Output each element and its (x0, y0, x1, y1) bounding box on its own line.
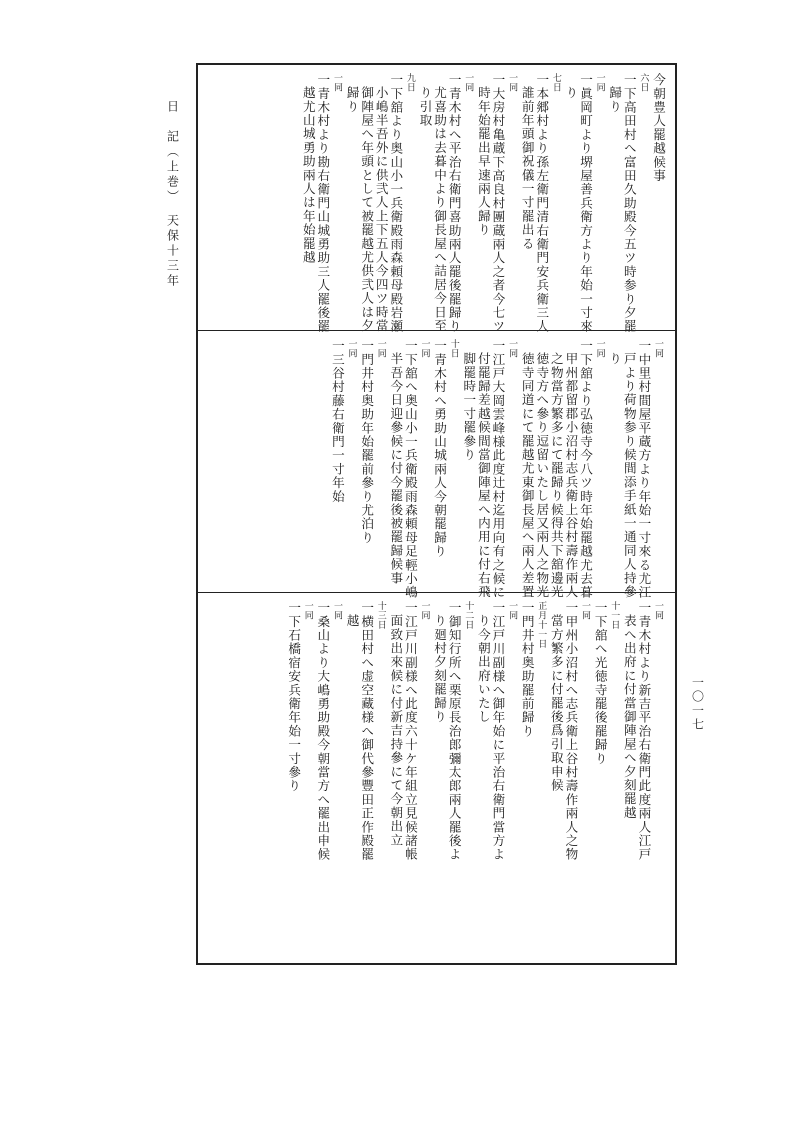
date-marker-text: 一同 (331, 601, 342, 620)
column-text: 一下舘より奥山小一兵衛殿雨森頼母殿岩瀬 (388, 73, 404, 334)
column-text: 時年始罷出早速兩人歸り (475, 86, 491, 237)
date-marker-text: 十二日 (463, 601, 474, 630)
column-text: 小嶋半吾外に供弐人上下五人今四ツ時當 (373, 86, 389, 333)
column-text: 半吾今日迎參候に付今罷後被罷歸候事 (388, 352, 404, 585)
column-text: 一門井村奥助年始罷前參り尤泊り (359, 339, 375, 545)
date-marker-text: 一同 (507, 601, 518, 620)
column-text: 一青木村より勘右衛門山城勇助三人罷後罷 (315, 73, 331, 334)
date-marker (548, 73, 563, 92)
date-marker-text: 一同 (507, 73, 518, 92)
date-marker (592, 73, 607, 92)
text-column (286, 601, 301, 793)
date-marker (417, 339, 432, 358)
date-marker-text: 一同 (594, 73, 605, 92)
text-column (519, 601, 534, 738)
date-marker (402, 73, 417, 92)
column-text: 誰前年頭御祝儀一寸罷出る (519, 86, 535, 251)
date-marker-text: 一同 (594, 339, 605, 358)
text-column (636, 601, 651, 861)
column-text: 一青木村へ勇助山城兩人今朝罷歸り (432, 339, 448, 559)
column-text: 戸より荷物参り候間添手紙一通同人持參 (621, 352, 637, 599)
text-column (636, 339, 651, 599)
column-text: 一中里村間屋平蔵方より年始一寸來る尤江 (636, 339, 652, 600)
date-marker (329, 601, 344, 620)
text-column (475, 601, 490, 724)
column-text: 一青木村より新吉平治右衛門此度兩人江戸 (636, 601, 652, 862)
date-marker (607, 601, 622, 630)
text-column (359, 73, 374, 333)
column-text: 越 (344, 614, 360, 628)
column-text: 一江戸川副様へ御年始に平治右衛門當方よ (490, 601, 506, 862)
text-column (446, 601, 461, 861)
date-marker (300, 601, 315, 620)
column-text: 一三谷村藤右衛門一寸年始 (329, 339, 345, 504)
date-marker-text: 十一日 (609, 601, 620, 630)
column-text: 歸り (607, 86, 623, 114)
date-marker (417, 601, 432, 620)
column-text: 一江戸大岡雲峰様此度辻村迄用向有之候に (490, 339, 506, 600)
text-column (344, 601, 359, 628)
date-marker-text: 一同 (580, 601, 591, 620)
date-marker-text: 一同 (507, 339, 518, 358)
text-column (534, 73, 549, 333)
column-text: 一下舘へ奥山小一兵衛殿雨森頼母足輕小嶋 (402, 339, 418, 600)
text-column (607, 73, 622, 113)
column-text: 徳寺方へ參り逗留いたし居又兩人之物光 (534, 352, 550, 599)
text-column (621, 339, 636, 599)
text-frame (196, 63, 677, 965)
column-text: 一下石橋宿安兵衛年始一寸參り (286, 601, 302, 793)
text-column (490, 339, 505, 599)
column-text: 徳寺同道にて罷越尤東御長屋へ兩人差置 (519, 352, 535, 599)
date-marker (446, 339, 461, 358)
text-column (388, 73, 403, 333)
date-marker (461, 601, 476, 630)
text-column (519, 73, 534, 250)
text-column (359, 339, 374, 545)
text-column (548, 601, 563, 792)
column-text: 一本郷村より孫左衛門清右衛門安兵衛三人 (534, 73, 550, 334)
text-column (607, 339, 622, 366)
text-column (563, 339, 578, 599)
column-text: 一下舘より弘徳寺今八ツ時年始罷越尤去暮 (578, 339, 594, 600)
date-marker-text: 一同 (331, 73, 342, 92)
column-text: 一御知行所へ栗原長治郎彌太郎兩人罷後よ (446, 601, 462, 862)
column-text: 一大房村亀蔵下高良村團蔵兩人之者今七ツ (490, 73, 506, 334)
text-column (592, 601, 607, 765)
text-column (388, 601, 403, 847)
text-column (490, 73, 505, 333)
date-marker (461, 73, 476, 92)
date-marker-text: 六日 (638, 73, 649, 92)
text-column (300, 73, 315, 264)
column-text: 一下高田村へ富田久助殿今五ツ時参り夕罷 (621, 73, 637, 334)
date-marker (650, 339, 665, 358)
column-text: 表へ出府に付當御陣屋へ夕刻罷越 (621, 614, 637, 820)
date-marker-text: 一同 (463, 73, 474, 92)
date-marker (650, 601, 665, 620)
column-text: 甲州都留郡小沼村志兵衛上谷村壽作兩人 (563, 352, 579, 599)
date-marker (534, 601, 549, 649)
date-marker (344, 339, 359, 358)
text-column (388, 339, 403, 585)
date-marker-text: 十三日 (375, 601, 386, 630)
column-group (208, 73, 666, 334)
date-marker (636, 73, 651, 92)
column-text: 脚罷時一寸罷參り (461, 352, 477, 462)
column-text: 一青木村へ平治右衛門喜助兩人罷後罷歸り (446, 73, 462, 334)
date-marker-text: 一同 (346, 339, 357, 358)
text-column (417, 73, 432, 127)
column-text: 一門井村奥助罷前歸り (519, 601, 535, 738)
date-marker-text: 九日 (404, 73, 415, 92)
page-number (686, 676, 710, 736)
date-marker-text: 正月十一日 (536, 601, 547, 649)
column-group (208, 339, 665, 600)
column-text: 一横田村へ虚空藏様へ御代參豐田正作殿罷 (359, 601, 375, 862)
date-marker (577, 601, 592, 620)
column-text: 當方繁多に付罷後爲引取申候 (548, 614, 564, 793)
running-header-text: 日 記（上巻） 天保十三年 (165, 100, 180, 289)
column-text: 面致出來候に付新吉持參にて今朝出立 (388, 614, 404, 847)
column-text: 一桑山より大嶋勇助殿今朝當方へ罷出申候 (315, 601, 331, 862)
column-text: 歸り (344, 86, 360, 114)
column-text: 一江戸川副様へ此度六十ケ年組立見候諸帳 (402, 601, 418, 862)
text-column (344, 73, 359, 113)
text-column (475, 339, 490, 599)
text-band-middle (198, 330, 675, 600)
column-text: 之物當方繁多にて罷歸り候得共下舘邊光 (548, 352, 564, 599)
text-column (373, 73, 388, 333)
date-marker-text: 一同 (653, 601, 663, 620)
text-column (534, 339, 549, 599)
column-text: 一眞岡町より堺屋善兵衛方より年始一寸來 (578, 73, 594, 334)
text-column (563, 73, 578, 100)
text-column (650, 73, 665, 183)
text-column (563, 601, 578, 861)
date-marker-text: 一同 (419, 601, 430, 620)
column-text: 付罷歸差越候間當御陣屋へ内用に付右飛 (475, 352, 491, 599)
column-group (208, 601, 665, 956)
text-column (329, 339, 344, 503)
date-marker (504, 73, 519, 92)
column-text: 今朝豊人罷越候事 (651, 73, 666, 183)
column-text: り廻村夕刻罷歸り (432, 614, 448, 724)
date-marker (592, 339, 607, 358)
column-text: 御陣屋へ年頭として被罷越尤供弐人は夕 (359, 86, 375, 333)
column-text: 一下舘へ光徳寺罷後罷歸り (592, 601, 608, 766)
page-number-text: 一〇一七 (690, 676, 705, 732)
column-text: り (563, 86, 579, 100)
column-text: 尤喜助は去暮中より御長屋へ詰居今日至 (432, 86, 448, 333)
text-column (490, 601, 505, 861)
date-marker (373, 601, 388, 630)
date-marker (504, 339, 519, 358)
date-marker-text: 七日 (550, 73, 561, 92)
text-column (315, 73, 330, 333)
date-marker-text: 一同 (419, 339, 430, 358)
date-marker (504, 601, 519, 620)
column-text: り (607, 352, 623, 366)
date-marker-text: 十日 (448, 339, 459, 358)
text-column (621, 73, 636, 333)
text-column (577, 73, 592, 333)
date-marker (373, 339, 388, 358)
text-column (315, 601, 330, 861)
text-column (475, 73, 490, 237)
text-column (446, 73, 461, 333)
text-column (621, 601, 636, 820)
column-text: り今朝出府いたし (475, 614, 491, 724)
date-marker-text: 一同 (375, 339, 386, 358)
text-column (577, 339, 592, 599)
column-text: 一甲州小沼村へ志兵衛上谷村壽作兩人之物 (563, 601, 579, 862)
text-column (432, 73, 447, 333)
column-text: 越尤山城勇助兩人は年始罷越 (300, 86, 316, 265)
text-column (461, 339, 476, 462)
text-column (432, 601, 447, 724)
text-band-bottom (198, 592, 675, 964)
text-column (519, 339, 534, 599)
text-band-top (198, 65, 675, 334)
text-column (402, 601, 417, 861)
text-column (432, 339, 447, 558)
text-column (402, 339, 417, 599)
date-marker-text: 一同 (653, 339, 663, 358)
running-header (158, 100, 188, 300)
date-marker (329, 73, 344, 92)
text-column (359, 601, 374, 861)
date-marker-text: 一同 (302, 601, 313, 620)
column-text: り引取 (417, 86, 433, 128)
text-column (548, 339, 563, 599)
